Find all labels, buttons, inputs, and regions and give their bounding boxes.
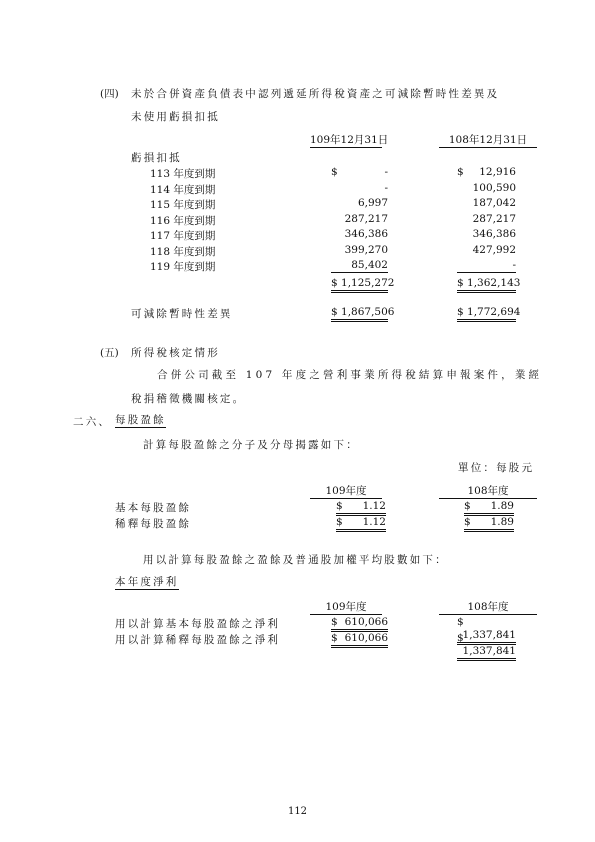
eps-value-108-cell bbox=[464, 516, 514, 532]
section26-title: 每股盈餘 bbox=[115, 414, 166, 426]
eps-value-108: 1.89 bbox=[490, 500, 514, 512]
section5-para-line2: 稅捐稽徵機關核定。 bbox=[131, 393, 246, 405]
currency-symbol: $ bbox=[457, 166, 464, 178]
section26-intro2: 用以計算每股盈餘之盈餘及普通股加權平均股數如下： bbox=[143, 554, 448, 566]
deductible-diff-108: $ 1,772,694 bbox=[457, 306, 516, 322]
value-109: 287,217 bbox=[344, 212, 388, 225]
eps-value-109: 1.12 bbox=[362, 516, 386, 528]
section5-marker: (五) bbox=[100, 347, 119, 359]
currency-symbol: $ bbox=[331, 632, 338, 644]
s4-col-header-109: 109年12月31日 bbox=[310, 134, 389, 146]
section26-marker: 二六、 bbox=[73, 416, 112, 428]
unit-label: 單位：每股元 bbox=[458, 462, 535, 474]
section4-title-line1: 未於合併資產負債表中認列遞延所得稅資產之可減除暫時性差異及 bbox=[131, 88, 500, 100]
eps-col-header-108: 108年度 bbox=[439, 484, 537, 499]
ni-value-109-cell bbox=[331, 616, 388, 632]
value-109: - bbox=[384, 166, 388, 178]
s4-col-header-108: 108年12月31日 bbox=[439, 133, 537, 148]
value-109: 6,997 bbox=[357, 197, 388, 209]
ni-row-label: 用以計算稀釋每股盈餘之淨利 bbox=[115, 634, 281, 646]
section26-intro: 計算每股盈餘之分子及分母揭露如下： bbox=[143, 439, 359, 451]
section5-title: 所得稅核定情形 bbox=[131, 347, 220, 359]
ni-value-108: 1,337,841 bbox=[462, 645, 516, 657]
value-109: 346,386 bbox=[344, 228, 388, 240]
deductible-diff-109: $ 1,867,506 bbox=[331, 306, 388, 322]
ni-value-109: 610,066 bbox=[344, 632, 388, 644]
value-108: 187,042 bbox=[472, 197, 516, 209]
eps-col-header-109: 109年度 bbox=[310, 484, 382, 499]
row-label: 118 年度到期 bbox=[150, 245, 216, 258]
value-109: - bbox=[384, 181, 388, 194]
eps-value-109: 1.12 bbox=[362, 500, 386, 512]
ni-value-109: 610,066 bbox=[344, 616, 388, 628]
value-108: 346,386 bbox=[472, 228, 516, 240]
ni-row-label: 用以計算基本每股盈餘之淨利 bbox=[115, 618, 281, 630]
eps-value-108: 1.89 bbox=[490, 516, 514, 528]
loss-carryforward-label: 虧損扣抵 bbox=[131, 152, 182, 164]
s4-total-109: $ 1,125,272 bbox=[331, 277, 388, 293]
ni-value-108-cell bbox=[457, 632, 516, 661]
ni-col-header-108: 108年度 bbox=[439, 600, 537, 615]
value-108: 100,590 bbox=[472, 181, 516, 194]
deductible-diff-label: 可減除暫時性差異 bbox=[131, 308, 233, 320]
row-label: 114 年度到期 bbox=[150, 183, 216, 196]
section4-marker: (四) bbox=[100, 88, 119, 100]
row-label: 117 年度到期 bbox=[150, 230, 216, 242]
currency-symbol: $ bbox=[464, 516, 471, 528]
eps-row-label: 基本每股盈餘 bbox=[115, 502, 192, 514]
row-label: 119 年度到期 bbox=[150, 261, 216, 273]
currency-symbol: $ bbox=[336, 500, 343, 512]
value-108: - bbox=[457, 259, 516, 273]
s4-total-108: $ 1,362,143 bbox=[457, 277, 516, 293]
value-108: 427,992 bbox=[472, 243, 516, 256]
eps-value-108-cell bbox=[464, 500, 514, 516]
page-number: 112 bbox=[287, 806, 308, 817]
currency-symbol: $ bbox=[457, 632, 464, 644]
eps-value-109-cell bbox=[336, 516, 386, 532]
eps-row-label: 稀釋每股盈餘 bbox=[115, 518, 192, 530]
section5-para-line1: 合併公司截至 107 年度之營利事業所得稅結算申報案件，業經 bbox=[157, 369, 543, 381]
row-label: 113 年度到期 bbox=[150, 168, 216, 180]
value-108: 12,916 bbox=[479, 166, 516, 178]
value-109: 85,402 bbox=[331, 259, 388, 273]
ni-col-header-109: 109年度 bbox=[310, 600, 382, 615]
currency-symbol: $ bbox=[457, 616, 464, 628]
currency-symbol: $ bbox=[336, 516, 343, 528]
value-108: 287,217 bbox=[472, 212, 516, 225]
ni-value-109-cell bbox=[331, 632, 388, 648]
currency-symbol: $ bbox=[464, 500, 471, 512]
section4-title-line2: 未使用虧損扣抵 bbox=[131, 111, 220, 123]
currency-symbol: $ bbox=[331, 166, 338, 178]
net-income-subheading: 本年度淨利 bbox=[115, 576, 179, 588]
eps-value-109-cell bbox=[336, 500, 386, 516]
currency-symbol: $ bbox=[331, 616, 338, 628]
value-109: 399,270 bbox=[344, 243, 388, 256]
row-label: 116 年度到期 bbox=[150, 214, 216, 227]
ni-value-108: 1,337,841 bbox=[462, 629, 516, 641]
row-label: 115 年度到期 bbox=[150, 199, 216, 211]
